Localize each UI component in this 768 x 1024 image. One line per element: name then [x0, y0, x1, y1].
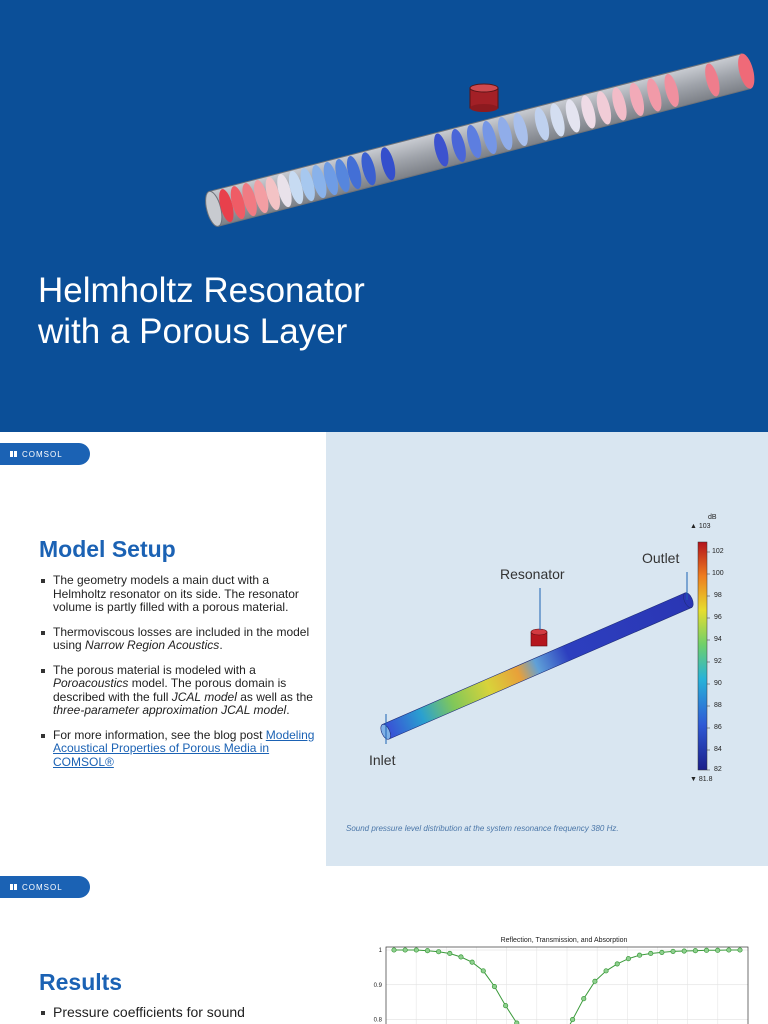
chart-grid — [386, 947, 748, 1024]
brand-logo — [0, 443, 90, 465]
colorbar-tick: 94 — [714, 636, 722, 643]
colorbar-tick: 100 — [712, 570, 724, 577]
label-inlet: Inlet — [369, 752, 396, 768]
chart-point — [671, 949, 675, 953]
colorbar-unit: dB — [708, 514, 717, 521]
title-slide — [0, 0, 768, 432]
chart-point — [738, 948, 742, 952]
chart-point — [492, 984, 496, 988]
reflection-transmission-absorption-chart — [356, 932, 756, 1024]
chart-y-tick-label: 0.9 — [373, 982, 382, 989]
spl-resonator — [531, 629, 547, 646]
colorbar-tick: 88 — [714, 702, 722, 709]
chart-point — [704, 948, 708, 952]
chart-point — [715, 948, 719, 952]
section-heading-results: Results — [39, 969, 123, 995]
figure-caption: Sound pressure level distribution at the system resonance frequency 380 Hz. — [346, 824, 619, 833]
label-resonator: Resonator — [500, 566, 565, 582]
list-item: The porous material is modeled with a Poroacoustics model. The porous domain is described with the full JCAL model as well as the three-parameter approximation JCAL model. — [40, 664, 320, 718]
chart-point — [682, 949, 686, 953]
results-slide — [0, 866, 768, 1024]
spl-duct — [382, 593, 691, 739]
comsol-logo-icon — [10, 451, 19, 457]
blog-post-link[interactable]: Modeling Acoustical Properties of Porous Media in COMSOL® — [53, 727, 315, 769]
page-title — [38, 270, 365, 352]
chart-point — [727, 948, 731, 952]
list-item: For more information, see the blog post Modeling Acoustical Properties of Porous Media in COMSOL® — [40, 729, 320, 770]
chart-point — [626, 957, 630, 961]
chart-y-axis — [374, 948, 383, 1024]
colorbar-tick: 84 — [714, 746, 722, 753]
chart-y-tick-label: 1 — [378, 948, 382, 954]
chart-point — [481, 969, 485, 973]
chart-point — [570, 1017, 574, 1021]
chart-point — [593, 979, 597, 983]
section-heading-model-setup: Model Setup — [39, 536, 176, 562]
colorbar-tick: 92 — [714, 658, 722, 665]
chart-point — [425, 948, 429, 952]
colorbar-min: ▼ 81.8 — [690, 776, 713, 783]
chart-point — [615, 962, 619, 966]
colorbar-max: ▲ 103 — [690, 523, 711, 530]
chart-point — [660, 950, 664, 954]
chart-point — [582, 997, 586, 1001]
colorbar-tick: 86 — [714, 724, 722, 731]
chart-title: Reflection, Transmission, and Absorption — [500, 937, 628, 944]
colorbar-tick: 90 — [714, 680, 722, 687]
title-line-1: Helmholtz Resonator — [38, 271, 365, 310]
colorbar — [698, 542, 707, 770]
chart-y-tick-label: 0.8 — [373, 1017, 382, 1024]
title-line-2: with a Porous Layer — [38, 312, 348, 351]
chart-point — [392, 948, 396, 952]
colorbar-tick: 82 — [714, 766, 722, 773]
colorbar-tick: 96 — [714, 614, 722, 621]
label-outlet: Outlet — [642, 550, 680, 566]
comsol-logo-icon — [10, 884, 19, 890]
chart-point — [470, 960, 474, 964]
results-bullets — [40, 1006, 320, 1024]
brand-logo-text: COMSOL — [22, 449, 63, 459]
model-setup-bullets — [40, 574, 320, 780]
chart-point — [448, 951, 452, 955]
duct-illustration — [0, 0, 768, 432]
colorbar-tick: 98 — [714, 592, 722, 599]
brand-logo-text: COMSOL — [22, 882, 63, 892]
chart-point — [459, 955, 463, 959]
sound-pressure-figure — [326, 432, 768, 866]
chart-point — [604, 969, 608, 973]
chart-point — [503, 1003, 507, 1007]
brand-logo — [0, 876, 90, 898]
chart-point — [403, 948, 407, 952]
chart-point — [414, 948, 418, 952]
colorbar-tick: 102 — [712, 548, 724, 555]
list-item: The geometry models a main duct with a Helmholtz resonator on its side. The resonator volume is partly filled with a porous material. — [40, 574, 320, 615]
chart-point — [649, 951, 653, 955]
resonator-illustration — [470, 84, 498, 112]
chart-point — [693, 948, 697, 952]
list-item: Thermoviscous losses are included in the model using Narrow Region Acoustics. — [40, 626, 320, 653]
chart-point — [436, 950, 440, 954]
chart-point — [637, 953, 641, 957]
model-setup-slide — [0, 432, 768, 866]
list-item: Pressure coefficients for sound — [40, 1006, 320, 1020]
